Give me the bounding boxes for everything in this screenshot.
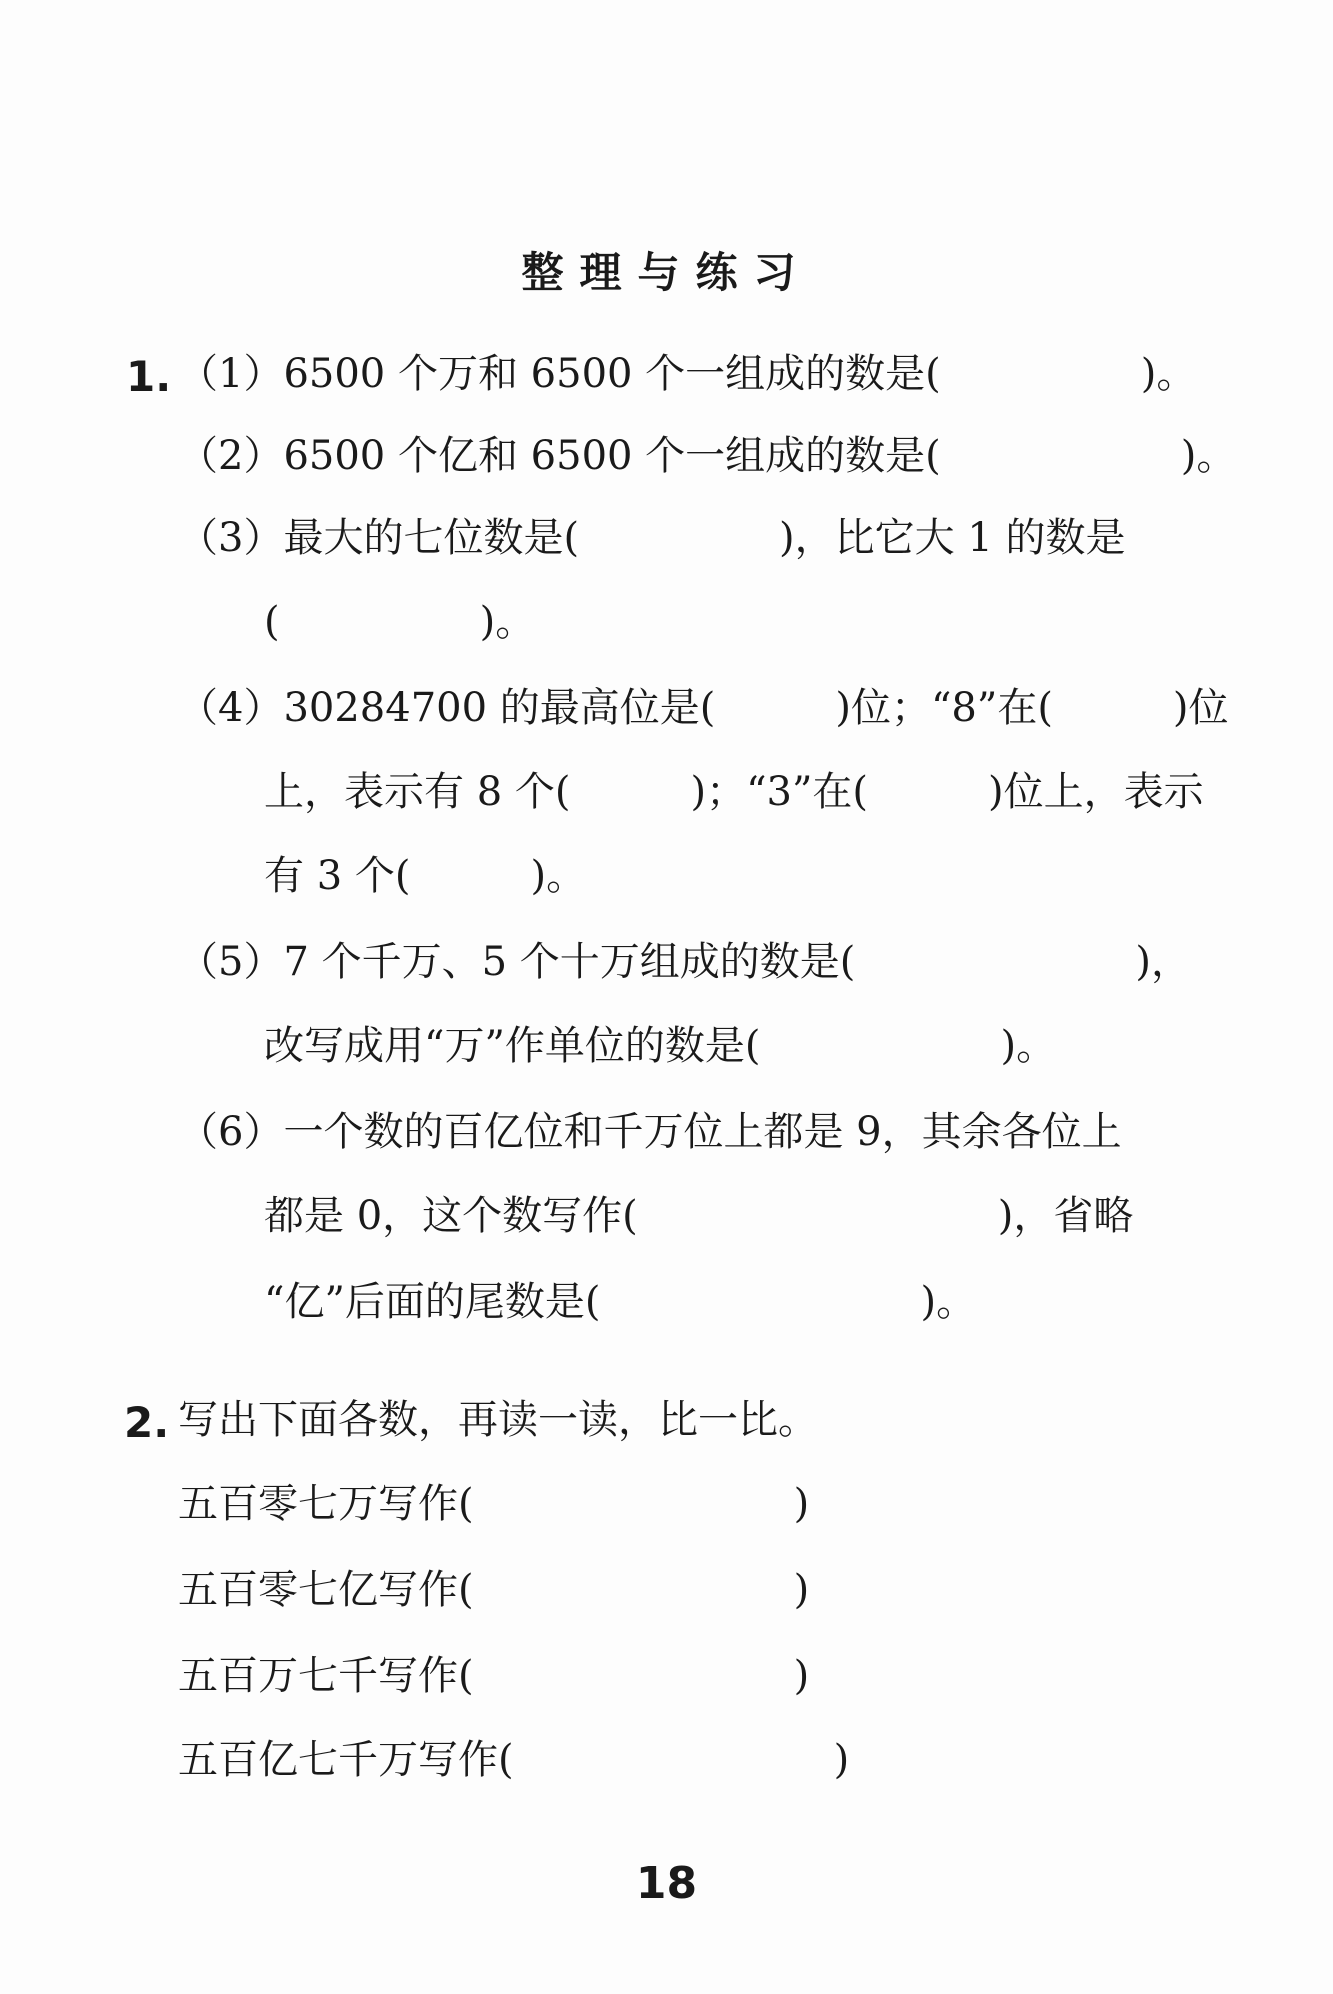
question-2-number: 2.	[124, 1398, 170, 1447]
page-title: 整理与练习	[521, 248, 812, 297]
q1-line-8: （5）7 个千万、5 个十万组成的数是( )，	[178, 939, 1191, 985]
q1-line-10: （6）一个数的百亿位和千万位上都是 9，其余各位上	[178, 1109, 1122, 1155]
q1-line-3: （3）最大的七位数是( )，比它大 1 的数是	[178, 515, 1126, 561]
page-number: 18	[635, 1858, 698, 1909]
q1-line-6: 上，表示有 8 个( )；“3”在( )位上，表示	[264, 769, 1204, 815]
q1-line-12: “亿”后面的尾数是( )。	[264, 1279, 977, 1325]
q1-line-7: 有 3 个( )。	[264, 853, 587, 899]
q2-line-4: 五百亿七千万写作( )	[178, 1737, 850, 1783]
q2-line-2: 五百零七亿写作( )	[178, 1567, 810, 1613]
q2-instruction: 写出下面各数，再读一读，比一比。	[178, 1397, 818, 1443]
q2-line-1: 五百零七万写作( )	[178, 1481, 810, 1527]
question-1-number: 1.	[126, 352, 172, 401]
q1-line-9: 改写成用“万”作单位的数是( )。	[264, 1023, 1057, 1069]
q1-line-1: （1）6500 个万和 6500 个一组成的数是( )。	[178, 351, 1197, 397]
q2-line-3: 五百万七千写作( )	[178, 1653, 810, 1699]
q1-line-5: （4）30284700 的最高位是( )位；“8”在( )位	[178, 685, 1229, 731]
q1-line-4: ( )。	[264, 599, 536, 645]
q1-line-2: （2）6500 个亿和 6500 个一组成的数是( )。	[178, 433, 1237, 479]
q1-line-11: 都是 0，这个数写作( )，省略	[264, 1193, 1134, 1239]
